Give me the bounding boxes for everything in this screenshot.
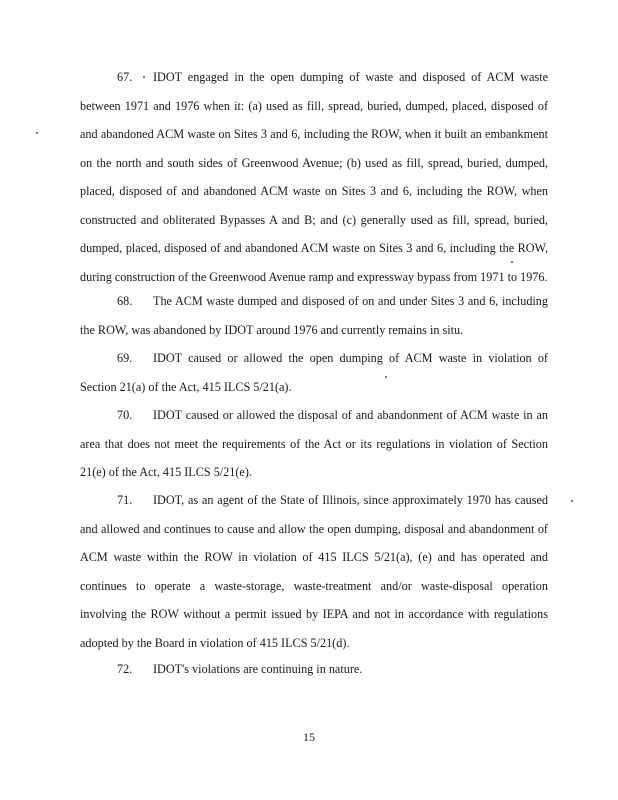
paragraph-text: IDOT engaged in the open dumping of waste and disposed of ACM waste between 1971 and 1976 when it: (a) used as fill, spread, buried, dumped, placed, disposed of and abandoned ACM waste on Sites 3 and 6, including the ROW, when it built an embankment on the north and south sides of Greenwood Avenue; (b) used as fill, spread, buried, dumped, placed, disposed of and abandoned ACM waste on Sites 3 and 6, including the ROW, when constructed and obliterated Bypasses A and B; and (c) generally used as fill, spread, buried, dumped, placed, disposed of and abandoned ACM waste on Sites 3 and 6, including the ROW, during construction of the Greenwood Avenue ramp and expressway bypass from 1971 to 1976.: [80, 70, 548, 284]
paragraph-69: [80, 344, 548, 401]
scan-speck: [36, 132, 38, 134]
paragraph-number: 67.: [117, 70, 133, 84]
paragraph-number: 68.: [117, 294, 133, 308]
scan-speck: [385, 376, 387, 378]
scan-speck: [571, 500, 573, 502]
paragraph-text: The ACM waste dumped and disposed of on and under Sites 3 and 6, including the ROW, was abandoned by IDOT around 1976 and currently remains in situ.: [80, 294, 548, 337]
paragraph-text: IDOT's violations are continuing in nature.: [153, 662, 363, 676]
paragraph-71: [80, 486, 548, 657]
paragraph-67: [80, 63, 548, 291]
paragraph-text: IDOT caused or allowed the open dumping of ACM waste in violation of Section 21(a) of the Act, 415 ILCS 5/21(a).: [80, 351, 548, 394]
scan-speck: [143, 76, 145, 78]
paragraph-text: IDOT caused or allowed the disposal of and abandonment of ACM waste in an area that does not meet the requirements of the Act or its regulations in violation of Section 21(e) of the Act, 415 ILCS 5/21(e).: [80, 408, 548, 479]
paragraph-number: 71.: [117, 493, 133, 507]
paragraph-68: [80, 287, 548, 344]
paragraph-number: 70.: [117, 408, 133, 422]
page-number: 15: [303, 730, 315, 744]
paragraph-72: [80, 655, 548, 684]
paragraph-70: [80, 401, 548, 487]
paragraph-number: 72.: [117, 662, 133, 676]
paragraph-number: 69.: [117, 351, 133, 365]
scan-speck: [511, 261, 513, 263]
paragraph-text: IDOT, as an agent of the State of Illinois, since approximately 1970 has caused and allowed and continues to cause and allow the open dumping, disposal and abandonment of ACM waste within the ROW in violation of 415 ILCS 5/21(a), (e) and has operated and continues to operate a waste-storage, waste-treatment and/or waste-disposal operation involving the ROW without a permit issued by IEPA and not in accordance with regulations adopted by the Board in violation of 415 ILCS 5/21(d).: [80, 493, 548, 650]
